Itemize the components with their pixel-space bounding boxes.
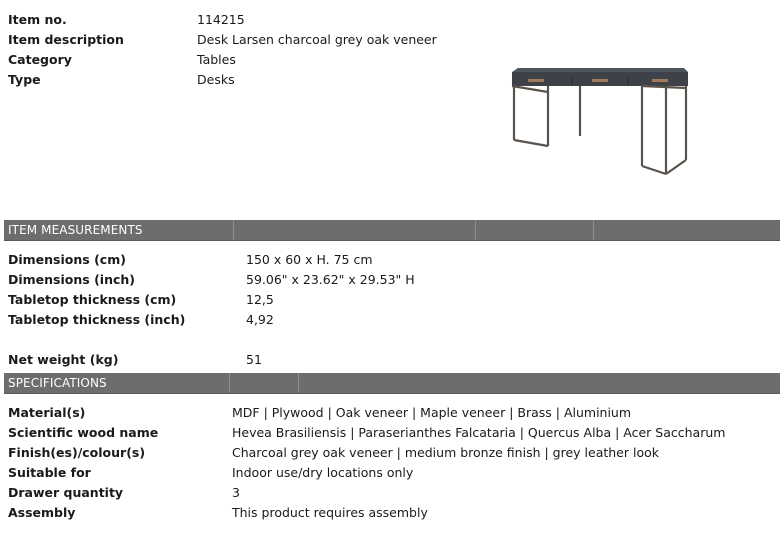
specification-row — [0, 443, 780, 463]
measurement-row — [0, 250, 780, 270]
specification-value: MDF | Plywood | Oak veneer | Maple veneer | Brass | Aluminium — [232, 405, 632, 420]
item-number-row — [0, 10, 780, 30]
category-value: Tables — [197, 52, 236, 67]
measurement-label: Net weight (kg) — [8, 352, 119, 367]
band-divider — [298, 373, 299, 393]
specification-value: Indoor use/dry locations only — [232, 465, 414, 480]
band-divider — [233, 220, 234, 240]
measurements-header-title: ITEM MEASUREMENTS — [8, 223, 143, 237]
desk-illustration — [500, 62, 700, 182]
measurement-label: Tabletop thickness (cm) — [8, 292, 177, 307]
specification-label: Finish(es)/colour(s) — [8, 445, 146, 460]
specification-label: Scientific wood name — [8, 425, 159, 440]
measurement-value: 59.06" x 23.62" x 29.53" H — [246, 272, 415, 287]
band-divider — [229, 373, 230, 393]
measurement-label: Tabletop thickness (inch) — [8, 312, 186, 327]
type-value: Desks — [197, 72, 235, 87]
measurement-value: 4,92 — [246, 312, 274, 327]
specification-label: Assembly — [8, 505, 76, 520]
item-number-value: 114215 — [197, 12, 245, 27]
specification-row — [0, 423, 780, 443]
item-number-label: Item no. — [8, 12, 67, 27]
item-description-value: Desk Larsen charcoal grey oak veneer — [197, 32, 437, 47]
specification-row — [0, 403, 780, 423]
specification-row — [0, 483, 780, 503]
specification-label: Suitable for — [8, 465, 91, 480]
measurement-row — [0, 350, 780, 370]
specification-value: This product requires assembly — [232, 505, 428, 520]
measurement-row — [0, 290, 780, 310]
type-label: Type — [8, 72, 41, 87]
category-label: Category — [8, 52, 72, 67]
band-divider — [593, 220, 594, 240]
measurement-value: 51 — [246, 352, 262, 367]
measurements-header — [4, 220, 780, 241]
specification-row — [0, 463, 780, 483]
specification-value: 3 — [232, 485, 240, 500]
specifications-header — [4, 373, 780, 394]
measurement-row — [0, 310, 780, 330]
specification-row — [0, 503, 780, 523]
specification-value: Charcoal grey oak veneer | medium bronze finish | grey leather look — [232, 445, 659, 460]
measurement-row — [0, 270, 780, 290]
item-description-label: Item description — [8, 32, 124, 47]
specification-label: Material(s) — [8, 405, 86, 420]
measurement-value: 150 x 60 x H. 75 cm — [246, 252, 373, 267]
band-divider — [475, 220, 476, 240]
specification-label: Drawer quantity — [8, 485, 124, 500]
measurement-label: Dimensions (cm) — [8, 252, 126, 267]
product-image — [500, 62, 700, 182]
specifications-header-title: SPECIFICATIONS — [8, 376, 107, 390]
item-description-row — [0, 30, 780, 50]
specification-value: Hevea Brasiliensis | Paraserianthes Falcataria | Quercus Alba | Acer Saccharum — [232, 425, 726, 440]
measurement-value: 12,5 — [246, 292, 274, 307]
measurement-label: Dimensions (inch) — [8, 272, 135, 287]
